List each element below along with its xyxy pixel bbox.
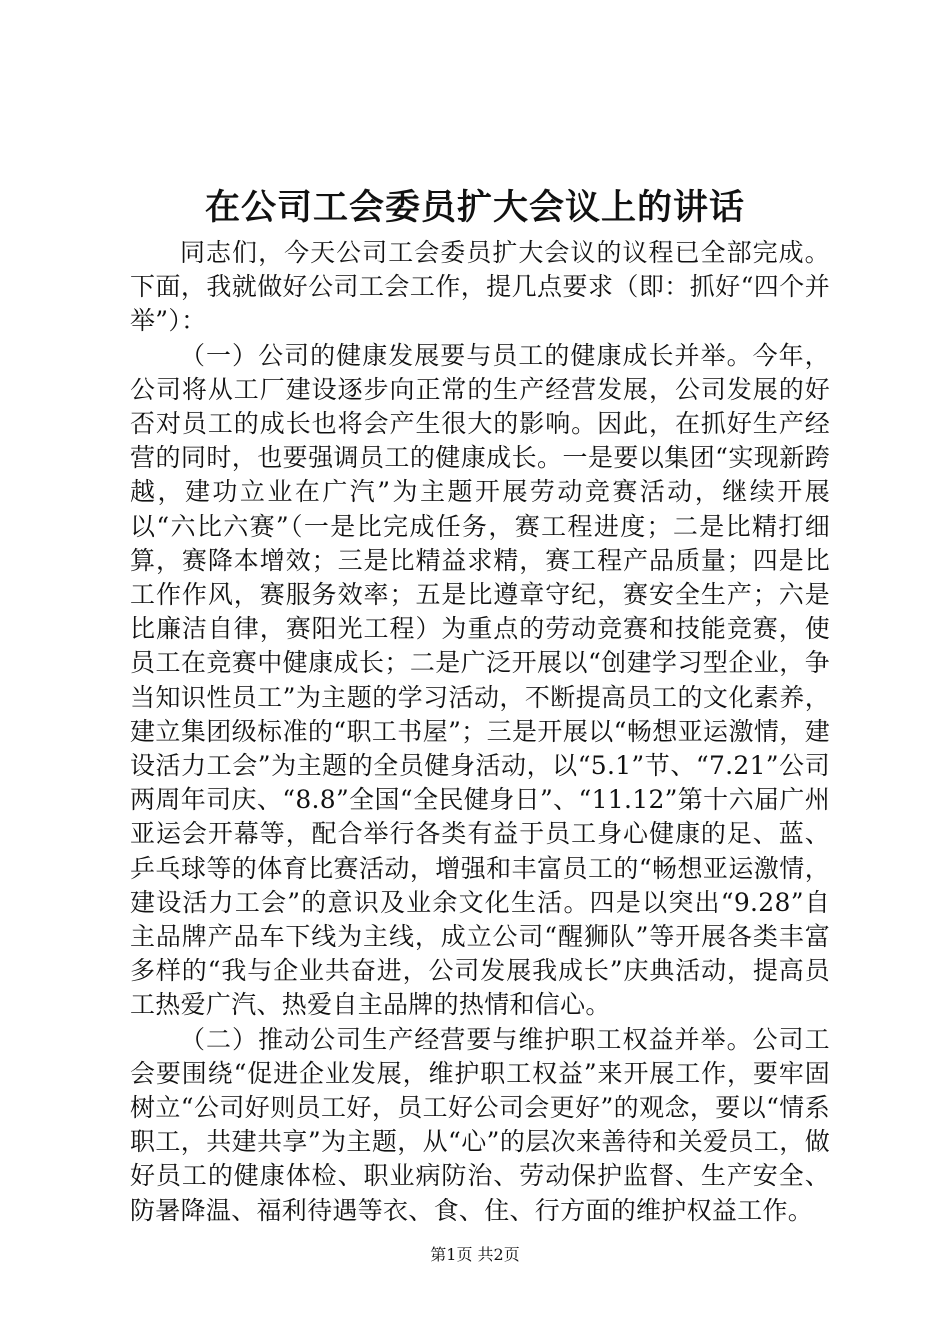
- document-body: [130, 236, 830, 1228]
- document-title: 在公司工会委员扩大会议上的讲话: [204, 187, 745, 228]
- paragraph-section-1: （一）公司的健康发展要与员工的健康成长并举。今年，公司将从工厂建设逐步向正常的生产经营发展，公司发展的好否对员工的成长也将会产生很大的影响。因此，在抓好生产经营的同时，也要强调员工的健康成长。一是要以集团“实现新跨越，建功立业在广汽”为主题开展劳动竞赛活动，继续开展以“六比六赛”（一是比完成任务，赛工程进度；二是比精打细算，赛降本增效；三是比精益求精，赛工程产品质量；四是比工作作风，赛服务效率；五是比遵章守纪，赛安全生产；六是比廉洁自律，赛阳光工程）为重点的劳动竞赛和技能竞赛，使员工在竞赛中健康成长；二是广泛开展以“创建学习型企业，争当知识性员工”为主题的学习活动，不断提高员工的文化素养，建立集团级标准的“职工书屋”；三是开展以“畅想亚运激情，建设活力工会”为主题的全员健身活动，以“5.1”节、“7.21”公司两周年司庆、“8.8”全国“全民健身日”、“11.12”第十六届广州亚运会开幕等，配合举行各类有益于员工身心健康的足、蓝、乒乓球等的体育比赛活动，增强和丰富员工的“畅想亚运激情，建设活力工会”的意识及业余文化生活。四是以突出“9.28”自主品牌产品车下线为主线，成立公司“醒狮队”等开展各类丰富多样的“我与企业共奋进，公司发展我成长”庆典活动，提高员工热爱广汽、热爱自主品牌的热情和信心。: [130, 340, 830, 1020]
- page-footer: 第1页 共2页: [430, 1245, 520, 1264]
- paragraph-section-2: （二）推动公司生产经营要与维护职工权益并举。公司工会要围绕“促进企业发展，维护职工权益”来开展工作，要牢固树立“公司好则员工好，员工好公司会更好”的观念，要以“情系职工，共建共享”为主题，从“心”的层次来善待和关爱员工，做好员工的健康体检、职业病防治、劳动保护监督、生产安全、防暑降温、福利待遇等衣、食、住、行方面的维护权益工作。: [130, 1024, 830, 1225]
- paragraph-intro: 同志们，今天公司工会委员扩大会议的议程已全部完成。下面，我就做好公司工会工作，提几点要求（即：抓好“四个并举”）：: [130, 238, 830, 336]
